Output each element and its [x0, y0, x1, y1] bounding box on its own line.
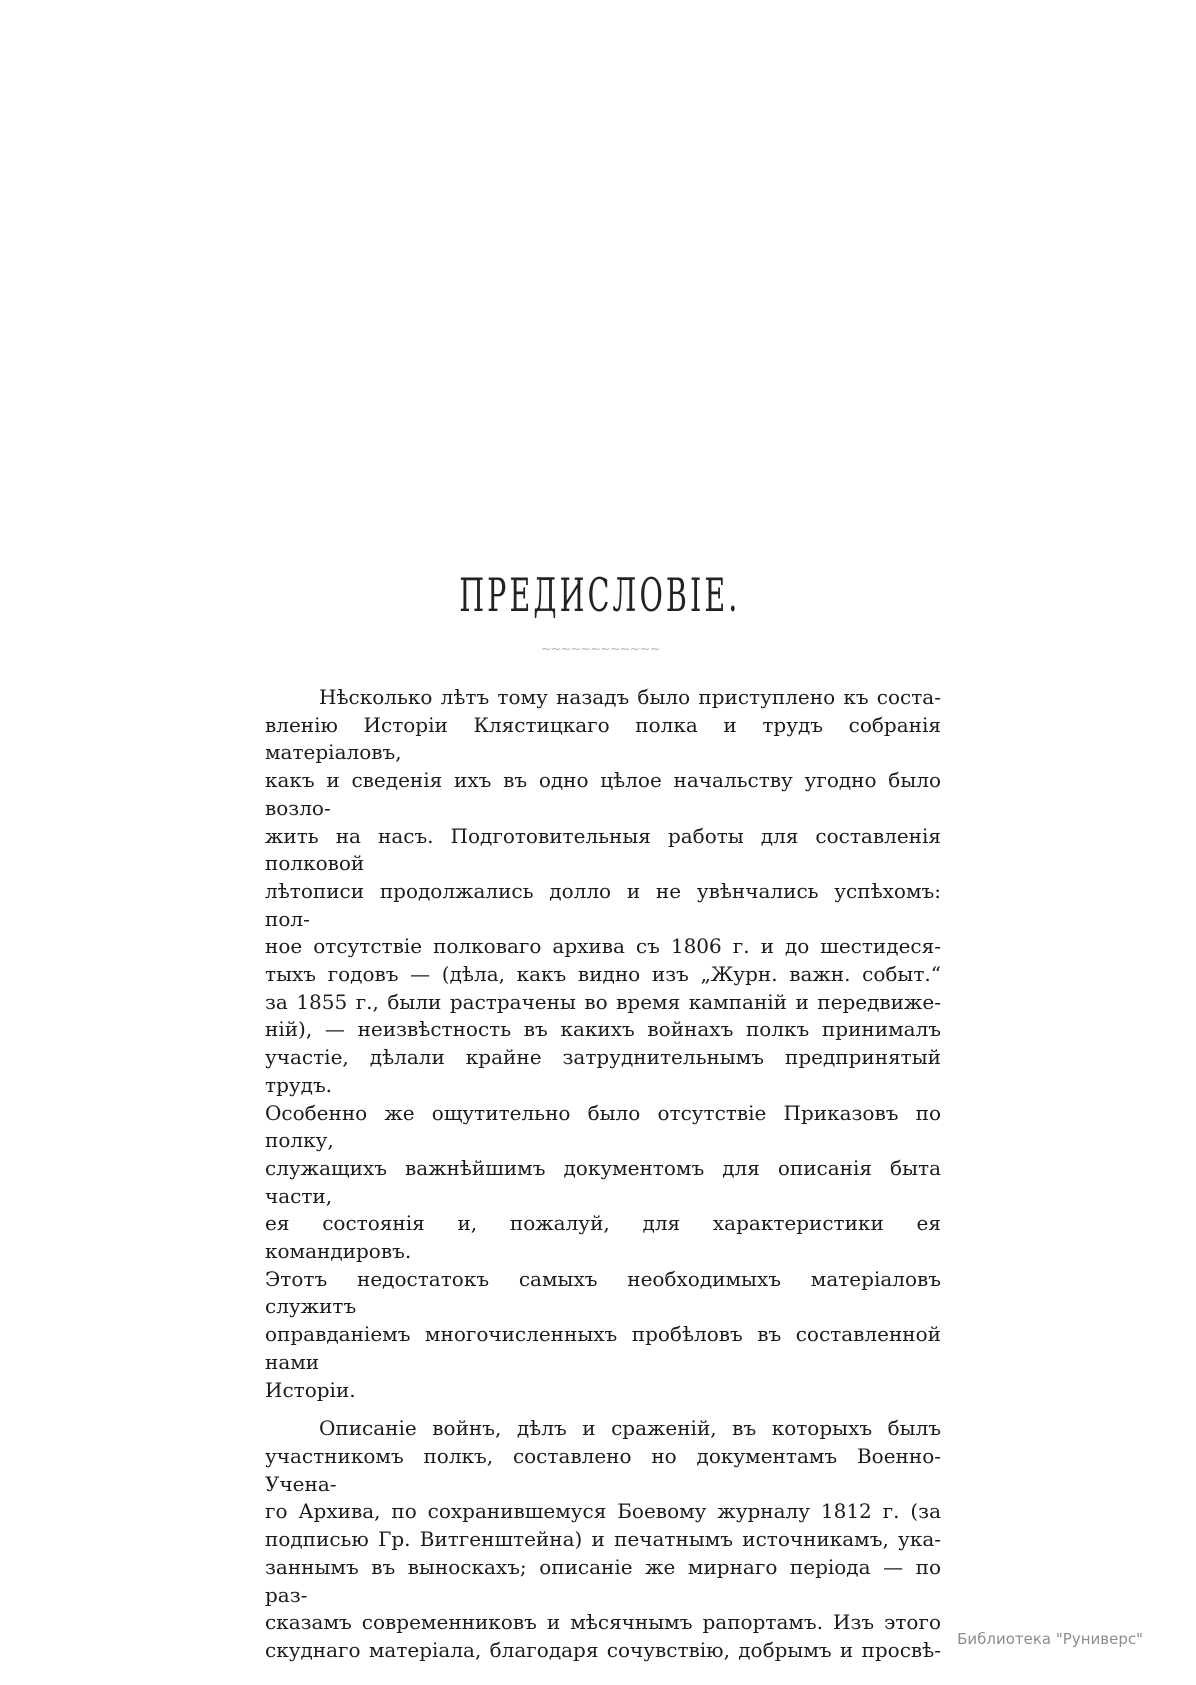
text-line: го Архива, по сохранившемуся Боевому журналу 1812 г. (за — [265, 1499, 941, 1524]
text-line: служащихъ важнѣйшимъ документомъ для описанія быта части, — [265, 1155, 941, 1208]
ornament-divider: ~~~~~~~~~~~~ — [540, 642, 660, 657]
text-line: ное отсутствіе полковаго архива съ 1806 г. и до шестидеся- — [265, 934, 941, 959]
text-line: за 1855 г., были растрачены во время кампаній и передвиже- — [265, 989, 941, 1014]
text-line: оправданіемъ многочисленныхъ пробѣловъ въ составленной нами — [265, 1322, 941, 1374]
text-line: подписью Гр. Витгенштейна) и печатнымъ источникамъ, ука- — [265, 1527, 941, 1552]
page-title-text: ПРЕДИСЛОВІЕ. — [459, 568, 741, 622]
text-line: вленію Исторіи Клястицкаго полка и трудъ собранія матеріаловъ, — [265, 712, 941, 765]
text-line: участіе, дѣлали крайне затруднительнымъ предпринятый трудъ. — [265, 1045, 941, 1097]
text-line: ея состоянія и, пожалуй, для характеристики ея командировъ. — [265, 1211, 941, 1264]
text-line: Исторіи. — [265, 1377, 356, 1402]
text-line: лѣтописи продолжались долло и не увѣнчались успѣхомъ: пол- — [265, 878, 941, 931]
text-line: жить на насъ. Подготовительныя работы для составленія полковой — [265, 823, 941, 876]
text-line: скуднаго матеріала, благодаря сочувствію, добрымъ и просвѣ- — [265, 1637, 941, 1662]
library-watermark: Библиотека "Руниверс" — [957, 1630, 1143, 1648]
page-title — [260, 568, 940, 622]
paragraph — [265, 684, 941, 1404]
text-line: сказамъ современниковъ и мѣсячнымъ рапортамъ. Изъ этого — [265, 1610, 941, 1635]
paragraph — [265, 1415, 941, 1664]
text-line: участникомъ полкъ, составлено но документамъ Военно-Учена- — [265, 1443, 941, 1496]
text-line: Описаніе войнъ, дѣлъ и сраженій, въ которыхъ былъ — [319, 1416, 941, 1441]
text-line: Нѣсколько лѣтъ тому назадъ было приступлено къ соста- — [319, 685, 941, 709]
text-line: какъ и сведенія ихъ въ одно цѣлое начальству угодно было возло- — [265, 768, 941, 820]
text-line: Особенно же ощутительно было отсутствіе Приказовъ по полку, — [265, 1100, 941, 1153]
text-line: тыхъ годовъ — (дѣла, какъ видно изъ „Журн. важн. событ.“ — [265, 962, 941, 987]
text-line: ній), — неизвѣстность въ какихъ войнахъ полкъ принималъ — [265, 1017, 941, 1042]
text-line: заннымъ въ выноскахъ; описаніе же мирнаго періода — по раз- — [265, 1554, 941, 1607]
body-text — [265, 684, 941, 1665]
text-line: Этотъ недостатокъ самыхъ необходимыхъ матеріаловъ служитъ — [265, 1266, 941, 1319]
